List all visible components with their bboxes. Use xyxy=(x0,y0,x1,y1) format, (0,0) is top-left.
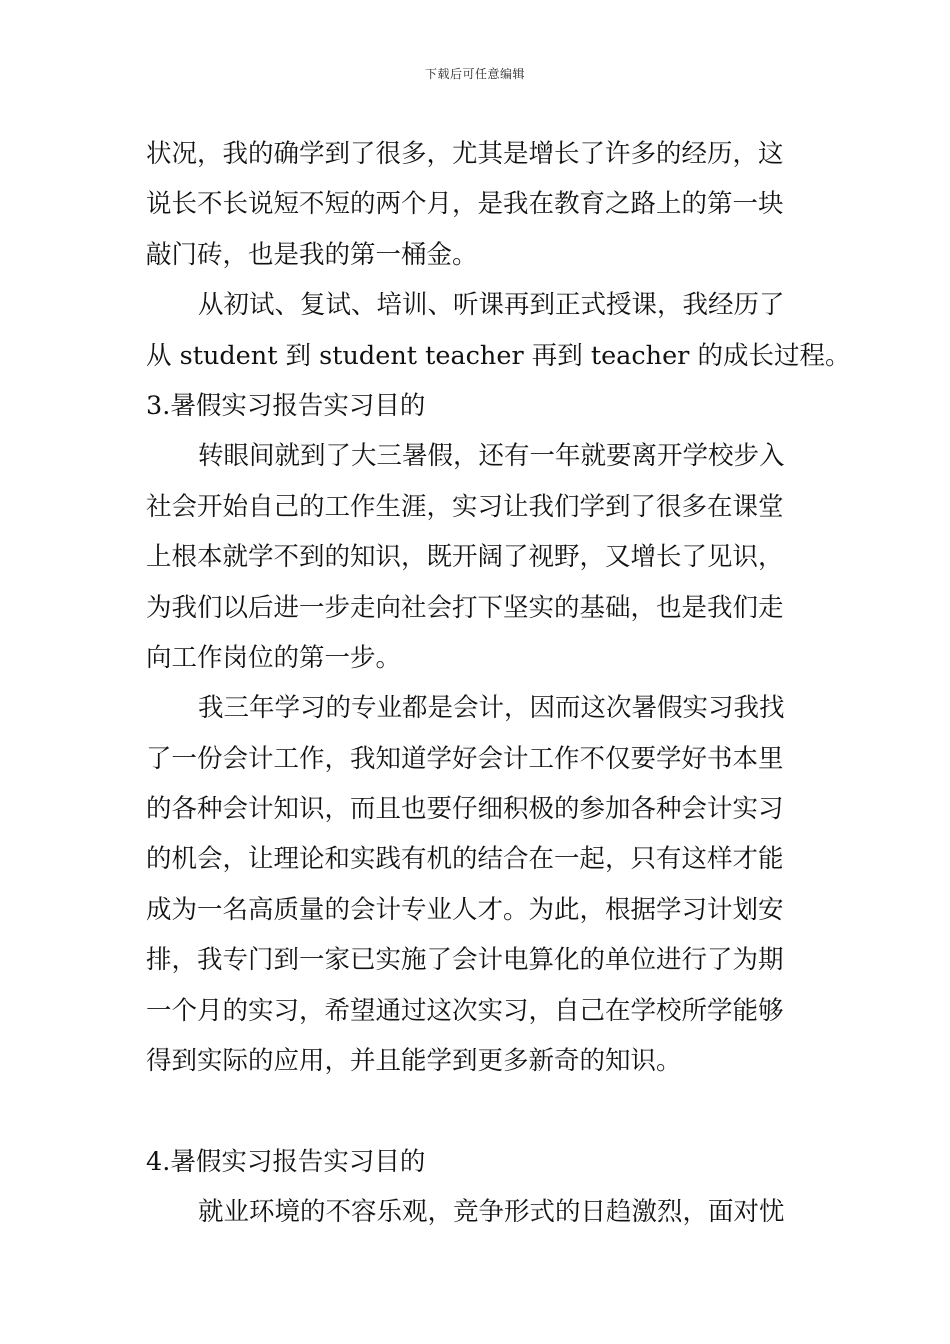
text-line: 状况，我的确学到了很多，尤其是增长了许多的经历，这 xyxy=(146,139,784,169)
paragraph-first-line: 从初试、复试、培训、听课再到正式授课，我经历了 xyxy=(198,290,785,321)
document-body xyxy=(146,129,851,1238)
text-line: 从 student 到 student teacher 再到 teacher 的成长过程。 xyxy=(146,340,851,371)
text-line: 成为一名高质量的会计专业人才。为此，根据学习计划安 xyxy=(146,894,784,925)
text-line: 的机会，让理论和实践有机的结合在一起，只有这样才能 xyxy=(146,844,784,875)
paragraph-first-line: 就业环境的不容乐观，竞争形式的日趋激烈，面对忧 xyxy=(198,1197,785,1228)
text-line: 了一份会计工作，我知道学好会计工作不仅要学好书本里 xyxy=(146,743,784,774)
page-header: 下载后可任意编辑 xyxy=(424,67,525,81)
text-line: 一个月的实习，希望通过这次实习，自己在学校所学能够 xyxy=(146,995,784,1026)
text-line: 的各种会计知识，而且也要仔细积极的参加各种会计实习 xyxy=(146,794,784,825)
text-line: 敲门砖，也是我的第一桶金。 xyxy=(146,239,478,270)
text-line: 得到实际的应用，并且能学到更多新奇的知识。 xyxy=(146,1046,682,1077)
text-line: 向工作岗位的第一步。 xyxy=(146,642,402,673)
paragraph-gap xyxy=(146,1086,811,1136)
paragraph-first-line: 转眼间就到了大三暑假，还有一年就要离开学校步入 xyxy=(198,441,785,472)
text-line: 为我们以后进一步走向社会打下坚实的基础，也是我们走 xyxy=(146,592,784,623)
paragraph-first-line: 我三年学习的专业都是会计，因而这次暑假实习我找 xyxy=(198,693,785,724)
text-line: 排，我专门到一家已实施了会计电算化的单位进行了为期 xyxy=(146,945,784,976)
text-line: 说长不长说短不短的两个月，是我在教育之路上的第一块 xyxy=(146,189,784,220)
section-heading: 4.暑假实习报告实习目的 xyxy=(146,1146,426,1177)
text-line: 社会开始自己的工作生涯，实习让我们学到了很多在课堂 xyxy=(146,491,784,522)
text-line: 上根本就学不到的知识，既开阔了视野，又增长了见识， xyxy=(146,542,784,573)
section-heading: 3.暑假实习报告实习目的 xyxy=(146,390,426,421)
